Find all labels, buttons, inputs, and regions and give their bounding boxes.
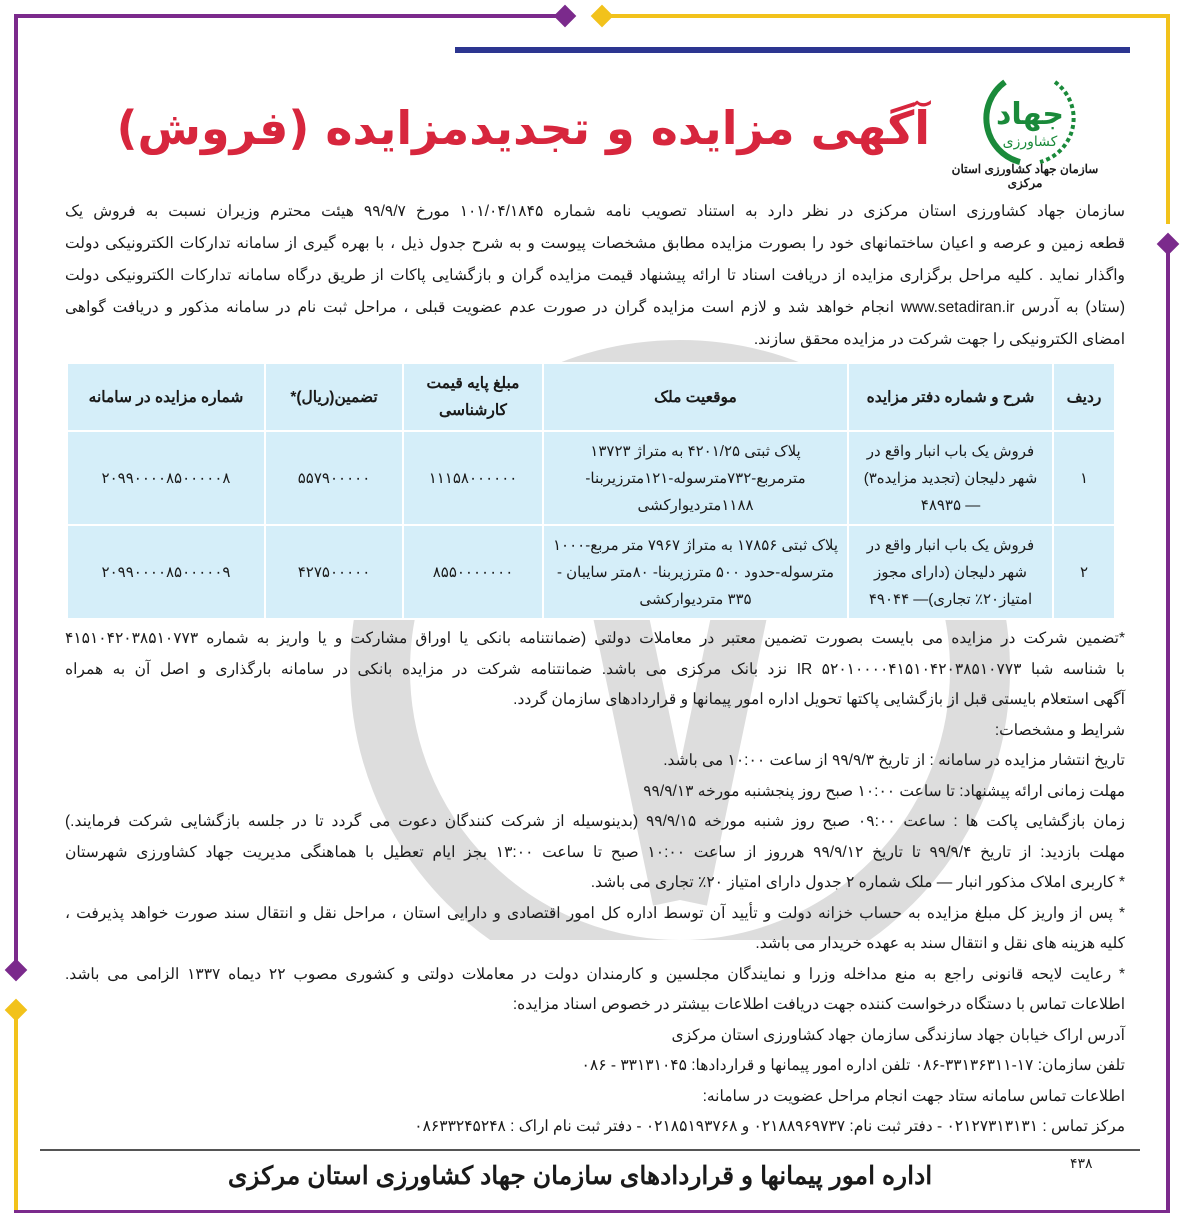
text-line: اطلاعات تماس با دستگاه درخواست کننده جهت دریافت اطلاعات بیشتر در خصوص اسناد مزایده: [512,996,1125,1013]
cell-base-price: ۸۵۵۰۰۰۰۰۰۰ [403,525,543,619]
text-line: واگذار نماید . کلیه مراحل برگزاری مزایده از دریافت اسناد تا ارائه پیشنهاد قیمت مزایده گران و بازگشایی پاکات از طریق درگاه سامانه تدارکات الکترونیکی دولت [65,267,1125,284]
text-line: کلیه هزینه های نقل و انتقال سند به عهده خریدار می باشد. [755,935,1125,952]
frame-right-yellow [1166,14,1170,224]
frame-right-purple [1166,244,1170,1210]
col-header-auction-number: شماره مزایده در سامانه [67,363,265,431]
text-line: تلفن سازمان: ۱۷-۳۳۱۳۶۳۱۱-۰۸۶ تلفن اداره امور پیمانها و قراردادها: ۳۳۱۳۱۰۴۵ - ۰۸۶ [581,1057,1125,1074]
table-row [67,431,1115,525]
text-line: شرایط و مشخصات: [994,721,1125,739]
text-line: * کاربری املاک مذکور انبار — ملک شماره ۲ جدول دارای امتیاز ۲۰٪ تجاری می باشد. [590,874,1125,891]
text-line: امضای الکترونیکی را جهت شرکت در مزایده محقق سازند. [753,331,1125,348]
conditions-section [65,624,1125,1143]
svg-text:کشاورزی: کشاورزی [1002,134,1058,150]
text-line: تاریخ انتشار مزایده در سامانه : از تاریخ ۹۹/۹/۳ از ساعت ۱۰:۰۰ می باشد. [663,752,1125,769]
text-line: مهلت بازدید: از تاریخ ۹۹/۹/۴ تا تاریخ ۹۹/۹/۱۲ هرروز از ساعت ۱۰:۰۰ صبح تا ساعت ۱۳:۰۰ بجز ایام تعطیل با هماهنگی مدیریت جهاد کشاورزی شهرستان [65,843,1125,861]
cell-auction-number: ۲۰۹۹۰۰۰۰۸۵۰۰۰۰۰۸ [67,431,265,525]
col-header-description: شرح و شماره دفتر مزایده [848,363,1053,431]
text-line: با شناسه شبا IR ۵۲۰۱۰۰۰۰۴۱۵۱۰۴۲۰۳۸۵۱۰۷۷۳ نزد بانک مرکزی می باشد. ضمانتنامه شرکت در مزایده بانکی در سامانه بارگذاری و اصل آن به همراه [65,660,1125,678]
cell-guarantee: ۵۵۷۹۰۰۰۰۰ [265,431,403,525]
footer-title: اداره امور پیمانها و قراردادهای سازمان جهاد کشاورزی استان مرکزی [227,1161,933,1190]
cell-row-number: ۲ [1053,525,1115,619]
text-line: آگهی استعلام بایستی قبل از بازگشایی پاکتها تحویل اداره امور پیمانها و قراردادهای سازمان گردد. [513,691,1125,708]
cell-description: فروش یک باب انبار واقع در شهر دلیجان (دارای مجوز امتیاز۲۰٪ تجاری)— ۴۹۰۴۴ [848,525,1053,619]
text-line: مرکز تماس : ۰۲۱۲۷۳۱۳۱۳۱ - دفتر ثبت نام: ۰۲۱۸۸۹۶۹۷۳۷ و ۰۲۱۸۵۱۹۳۷۶۸ - دفتر ثبت نام اراک : ۰۸۶۳۳۲۴۵۲۴۸ [414,1118,1125,1135]
table-header-row [67,363,1115,431]
text-line: سازمان جهاد کشاورزی استان مرکزی در نظر دارد به استناد تصویب نامه شماره ۱۰۱/۰۴/۱۸۴۵ مورخ ۹۹/۹/۷ هیئت محترم وزیران نسبت به فروش یک [65,203,1125,220]
text-line: اطلاعات تماس سامانه ستاد جهت انجام مراحل عضویت در سامانه: [702,1087,1125,1105]
cell-guarantee: ۴۲۷۵۰۰۰۰۰ [265,525,403,619]
svg-text:جهاد: جهاد [995,97,1065,132]
auction-table [66,362,1116,620]
text-line: *تضمین شرکت در مزایده می بایست بصورت تضمین معتبر در معاملات دولتی (ضمانتنامه بانکی یا اوراق مشارکت و یا واریز به شماره ۴۱۵۱۰۴۲۰۳۸۵۱۰۷۷۳ [65,630,1125,647]
footer [65,1149,1125,1199]
cell-base-price: ۱۱۱۵۸۰۰۰۰۰۰ [403,431,543,525]
col-header-location: موقعیت ملک [543,363,848,431]
intro-paragraph [65,196,1125,356]
text-line: قطعه زمین و عرصه و اعیان ساختمانهای خود را بصورت مزایده مطابق مشخصات پیوست و به شرح جدول ذیل ، با بهره گیری از سامانه تدارکات الکترونیکی دولت [65,235,1125,252]
text-line: (ستاد) به آدرس www.setadiran.ir انجام خواهد شد و لازم است مزایده گران در صورت عدم عضویت قبلی ، مراحل ثبت نام در سامانه مذکور و دریافت گواهی [65,299,1125,316]
cell-location: پلاک ثبتی ۴۲۰۱/۲۵ به متراژ ۱۳۷۲۳ مترمربع-۷۳۲مترسوله-۱۲۱مترزیربنا- ۱۱۸۸متردیوارکشی [543,431,848,525]
page-title: آگهی مزایده و تجدیدمزایده (فروش) [116,101,930,155]
footer-divider [40,1149,1140,1151]
organization-name: سازمان جهاد کشاورزی استان مرکزی [951,162,1099,190]
page-number: ۴۳۸ [1070,1154,1093,1171]
cell-auction-number: ۲۰۹۹۰۰۰۰۸۵۰۰۰۰۰۹ [67,525,265,619]
text-line: زمان بازگشایی پاکت ها : ساعت ۰۹:۰۰ صبح روز شنبه مورخه ۹۹/۹/۱۵ (بدینوسیله از شرکت کنندگان دعوت می گردد تا در جلسه بازگشایی شرکت فرمایند.) [65,813,1126,830]
text-line: آدرس اراک خیابان جهاد سازندگی سازمان جهاد کشاورزی استان مرکزی [671,1026,1125,1044]
cell-location: پلاک ثبتی ۱۷۸۵۶ به متراژ ۷۹۶۷ متر مربع-۱۰۰۰ مترسوله-حدود ۵۰۰ مترزیربنا- ۸۰متر سایبان - ۳۳۵ متردیوارکشی [543,525,848,619]
col-header-row-number: ردیف [1053,363,1115,431]
text-line: مهلت زمانی ارائه پیشنهاد: تا ساعت ۱۰:۰۰ صبح روز پنجشنبه مورخه ۹۹/۹/۱۳ [643,782,1125,800]
text-line: * رعایت لایحه قانونی راجع به منع مداخله وزرا و نمایندگان مجلسین و کارمندان دولت در معاملات دولتی و کشوری مصوب ۲۲ دیماه ۱۳۳۷ الزامی می باشد. [65,965,1126,983]
col-header-guarantee: تضمین(ریال)* [265,363,403,431]
cell-description: فروش یک باب انبار واقع در شهر دلیجان (تجدید مزایده۳) — ۴۸۹۳۵ [848,431,1053,525]
col-header-base-price: مبلغ پایه قیمت کارشناسی [403,363,543,431]
table-row [67,525,1115,619]
cell-row-number: ۱ [1053,431,1115,525]
text-line: * پس از واریز کل مبلغ مزایده به حساب خزانه دولت و تأیید آن توسط اداره کل امور اقتصادی و دارایی استان ، مراحل نقل و انتقال سند صورت خواهد پذیرفت ، [65,904,1125,922]
